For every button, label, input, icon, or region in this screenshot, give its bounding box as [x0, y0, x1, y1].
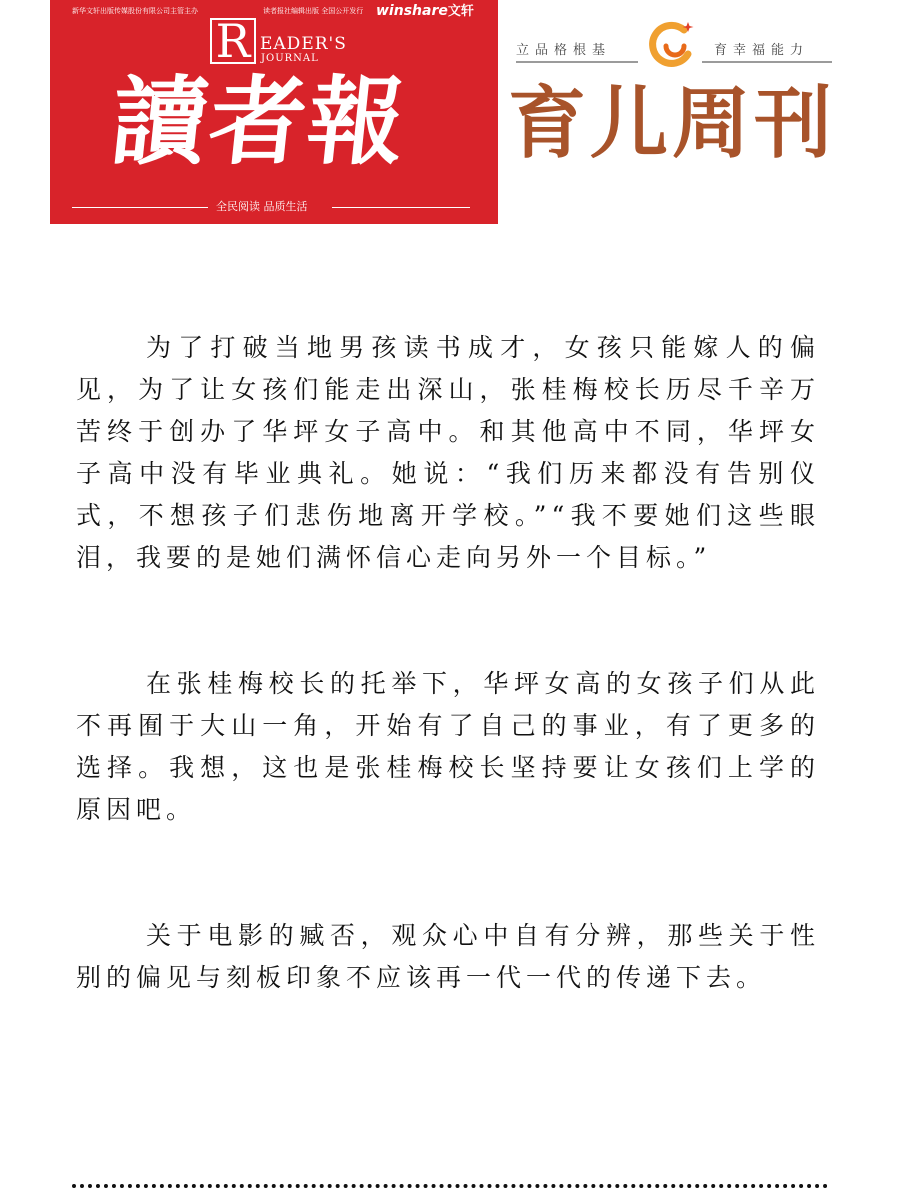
readers-journal-logo-r: R — [210, 18, 256, 64]
masthead-title: 讀者報 — [106, 65, 412, 178]
slogan-rule-right — [332, 207, 470, 208]
dotted-divider — [72, 1184, 828, 1188]
readers-journal-masthead — [50, 0, 498, 224]
winshare-brand — [376, 0, 474, 19]
publisher-line: 新华文轩出版传媒股份有限公司主管主办 — [72, 7, 198, 15]
motto-left: 立品格根基 — [516, 43, 612, 58]
english-name-line2: JOURNAL — [261, 53, 319, 64]
article-paragraph-3: 关于电影的臧否，观众心中自有分辨，那些关于性别的偏见与刻板印象不应该再一代一代的传递下去。 — [76, 921, 820, 992]
article-paragraph-1: 为了打破当地男孩读书成才，女孩只能嫁人的偏见，为了让女孩们能走出深山，张桂梅校长历尽千辛万苦终于创办了华坪女子高中。和其他高中不同，华坪女子高中没有毕业典礼。她说：“我们历来都没有告别仪式，不想孩子们悲伤地离开学校。”“我不要她们这些眼泪，我要的是她们满怀信心走向另外一个目标。” — [76, 333, 820, 572]
winshare-brand-zh: 文轩 — [447, 4, 474, 19]
english-name-line1: EADER'S — [260, 34, 347, 54]
parenting-weekly-title: 育儿周刊 — [508, 79, 837, 169]
article-body — [76, 327, 820, 999]
motto-right: 育幸福能力 — [714, 43, 810, 58]
masthead-slogan: 全民阅读 品质生活 — [216, 200, 308, 213]
sun-swirl-icon — [644, 16, 700, 72]
motto-rule-left — [516, 61, 638, 63]
slogan-rule-left — [72, 207, 208, 208]
article-paragraph-2: 在张桂梅校长的托举下，华坪女高的女孩子们从此不再囿于大山一角，开始有了自己的事业，有了更多的选择。我想，这也是张桂梅校长坚持要让女孩们上学的原因吧。 — [76, 669, 820, 824]
winshare-brand-latin: winshare — [376, 3, 448, 19]
issuer-line: 读者报社编辑出版 全国公开发行 — [263, 7, 364, 15]
motto-rule-right — [702, 61, 832, 63]
